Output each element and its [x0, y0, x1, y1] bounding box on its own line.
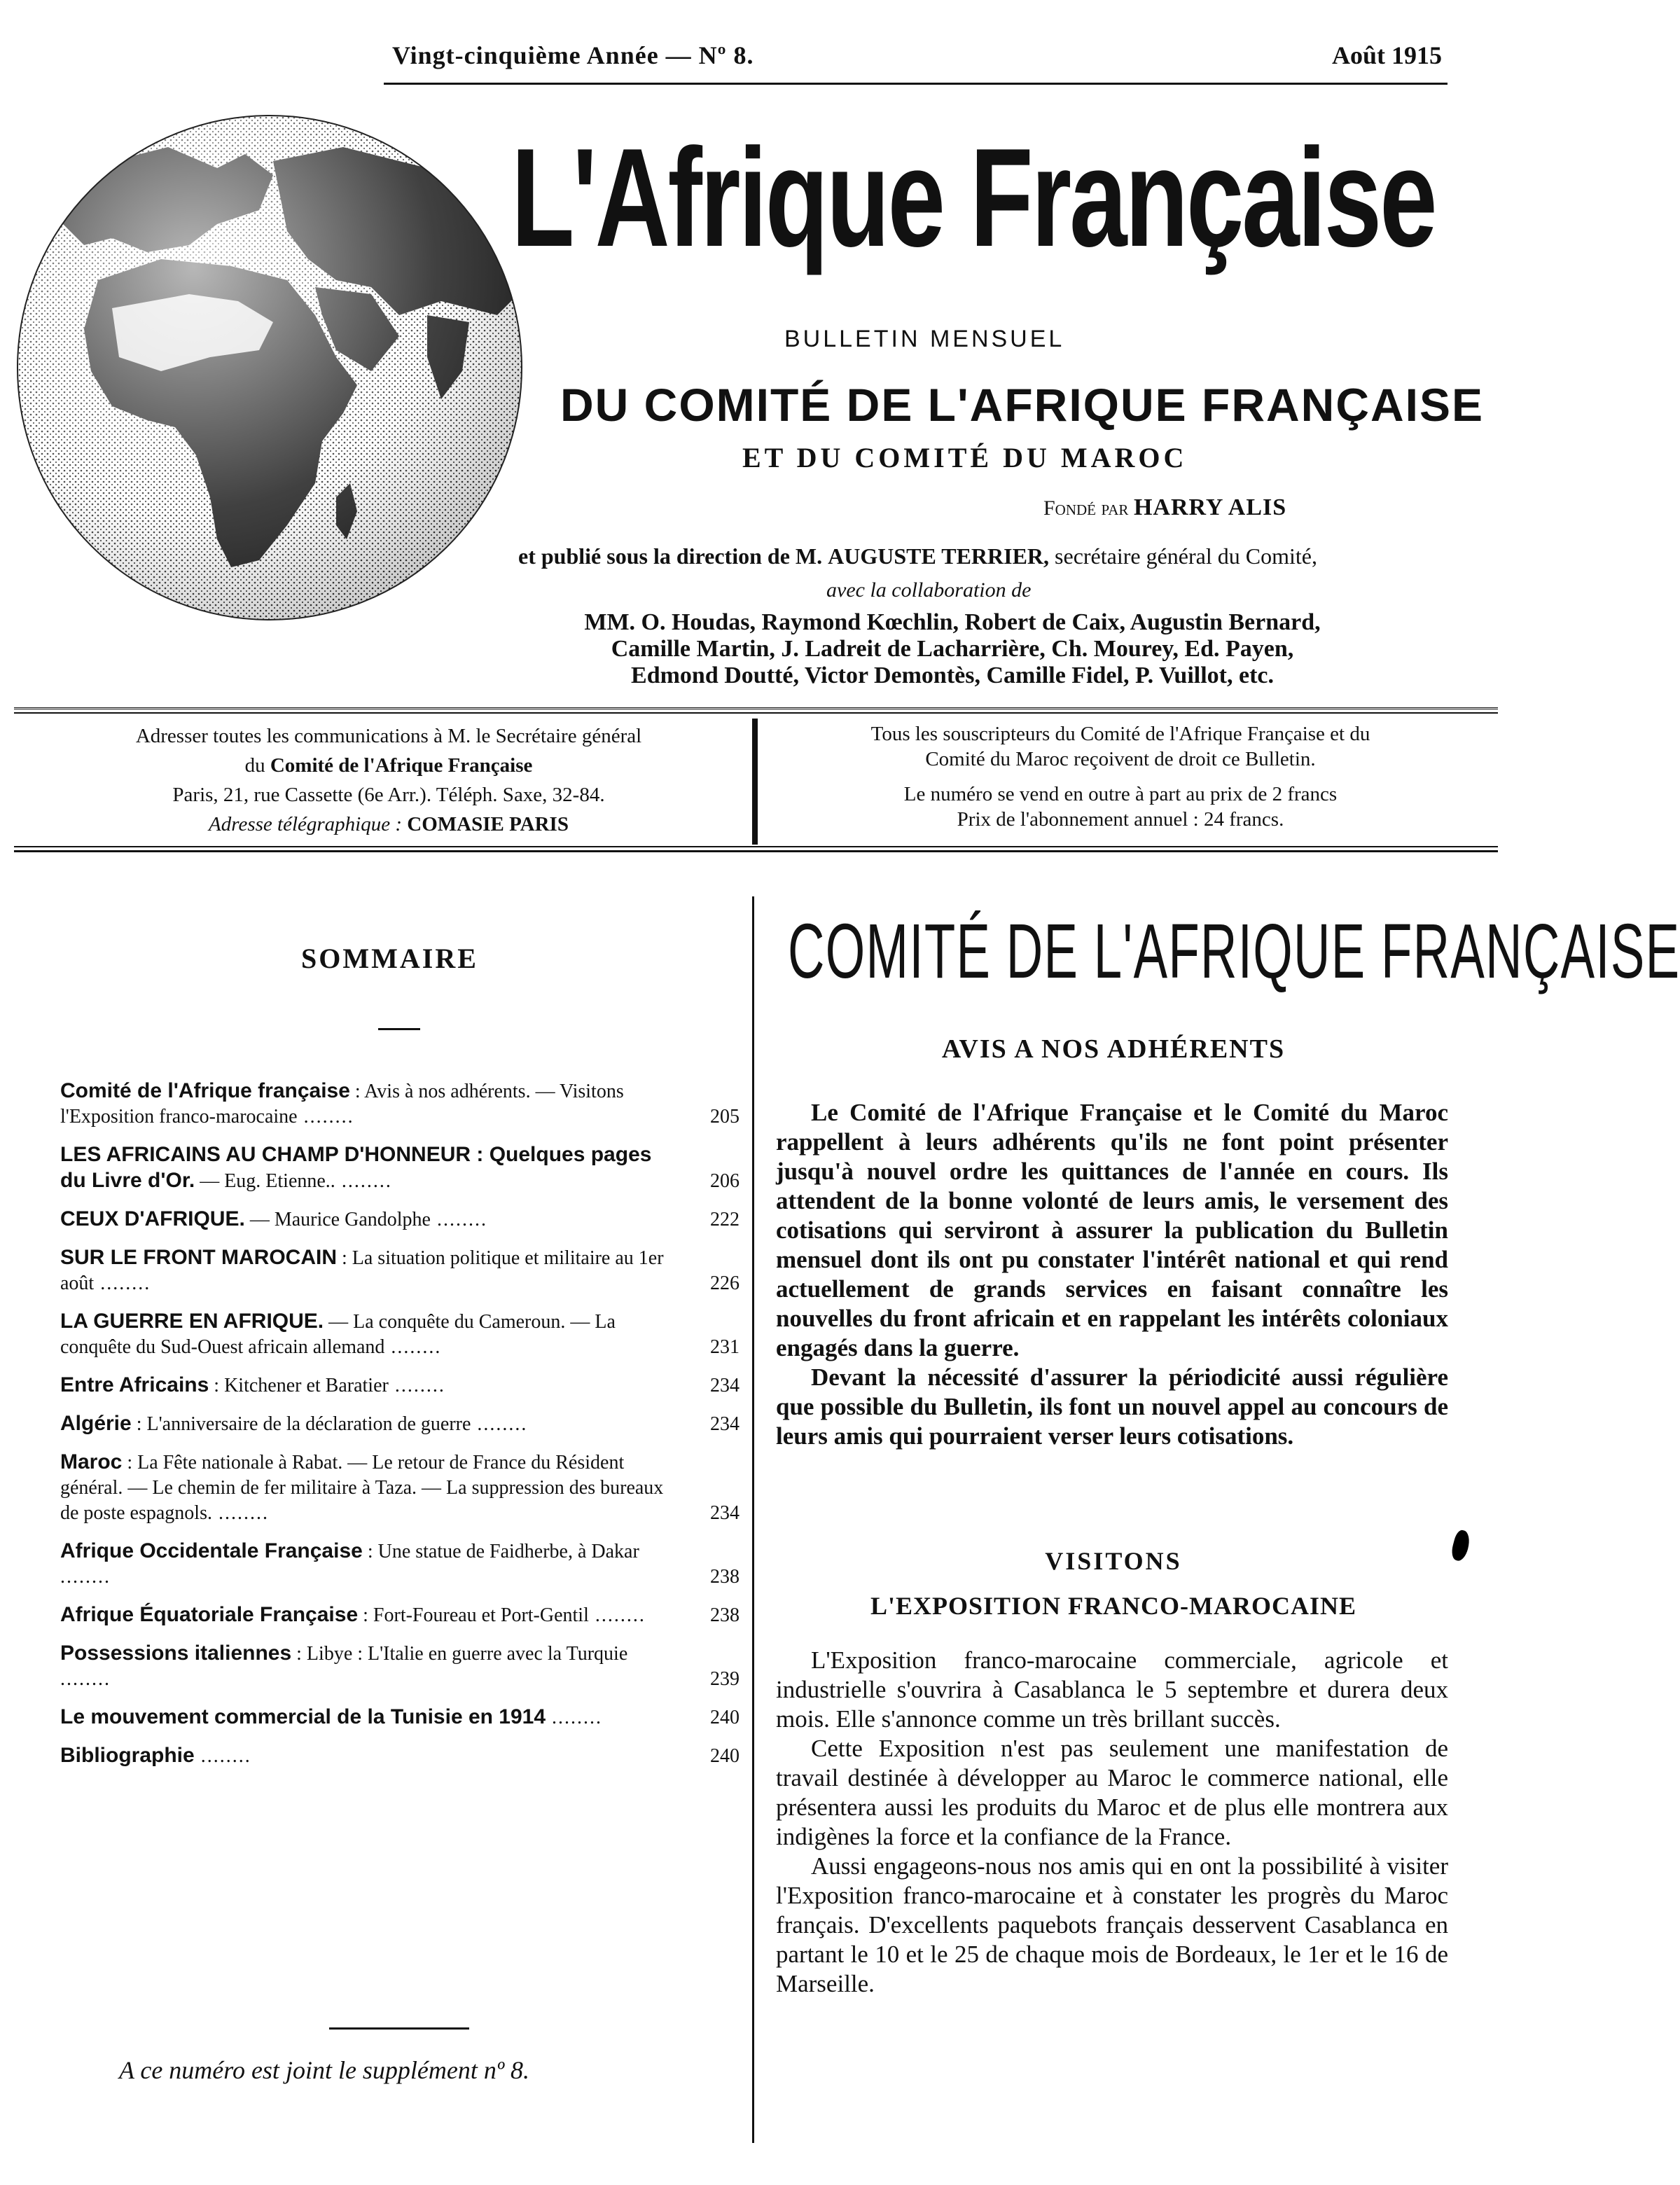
- toc-leader-dots: ........: [384, 1336, 442, 1358]
- director-prefix: et publié sous la direction de M.: [518, 543, 823, 569]
- collaborators-line-2: Camille Martin, J. Ladreit de Lacharrière, Ch. Mourey, Ed. Payen,: [611, 636, 1294, 662]
- toc-leader-dots: ........: [588, 1604, 646, 1626]
- toc-entry: [60, 1142, 740, 1194]
- toc-entry: [60, 1245, 740, 1296]
- avis-paragraph-1: Le Comité de l'Afrique Française et le Comité du Maroc rappellent à leurs adhérents qu'ils ne font point présenter jusqu'à nouvel ordre les quittances de l'année en cours. Ils attendent de la bonne volonté de leurs amis, le versement des cotisations qui serviront à assurer la publication du Bulletin mensuel dont ils ont pu constater l'intérêt national et qui rend actuellement de grands services en faisant connaître les nouvelles du front africain et en rappelant les intérêts coloniaux engagés dans la guerre.: [776, 1099, 1448, 1361]
- toc-leader-dots: ........: [335, 1170, 392, 1192]
- founder-line: [1043, 494, 1286, 521]
- toc-entry: [60, 1411, 740, 1437]
- toc-leader-dots: ........: [430, 1209, 487, 1230]
- founder-prefix: Fondé par: [1043, 497, 1129, 520]
- contact-address: Paris, 21, rue Cassette (6e Arr.). Téléph. Saxe, 32-84.: [172, 784, 605, 806]
- director-title: secrétaire général du Comité,: [1055, 543, 1317, 569]
- visitons-title: VISITONS: [1045, 1547, 1182, 1575]
- toc-leader-dots: ........: [211, 1502, 269, 1524]
- toc-entry-description: : L'anniversaire de la déclaration de guerre: [131, 1413, 471, 1435]
- comite-subtitle: DU COMITÉ DE L'AFRIQUE FRANÇAISE: [560, 379, 1485, 431]
- exposition-title: L'EXPOSITION FRANCO-MAROCAINE: [870, 1592, 1357, 1620]
- toc-entry-text: [60, 1539, 740, 1590]
- top-rule: [384, 83, 1448, 85]
- toc-entry-heading: Possessions italiennes: [60, 1642, 292, 1665]
- toc-leader-dots: ........: [60, 1566, 111, 1588]
- toc-entry-description: : La situation politique et militaire au 1er août: [60, 1247, 664, 1294]
- toc-entry: [60, 1705, 740, 1730]
- toc-entry-text: [60, 1373, 740, 1399]
- toc-entry: [60, 1309, 740, 1360]
- toc-entry-text: [60, 1309, 740, 1360]
- director-line: [518, 543, 1457, 569]
- toc-entry-text: [60, 1207, 740, 1233]
- comite-section-title: COMITÉ DE L'AFRIQUE FRANÇAISE: [788, 908, 1680, 994]
- issue-date: Août 1915: [1331, 41, 1442, 69]
- subscription-line-2: Comité du Maroc reçoivent de droit ce Bulletin.: [925, 748, 1316, 770]
- toc-page-number: 234: [710, 1413, 740, 1435]
- toc-page-number: 238: [710, 1604, 740, 1626]
- toc-entry-description: : Kitchener et Baratier: [209, 1375, 389, 1396]
- toc-entry: [60, 1602, 740, 1628]
- info-top-rule: [14, 707, 1498, 714]
- masthead-title: L'Afrique Française: [511, 120, 1436, 276]
- toc-entry-description: : Libye : L'Italie en guerre avec la Turquie: [291, 1643, 628, 1665]
- toc-entry-heading: Entre Africains: [60, 1373, 209, 1396]
- toc-entry: [60, 1078, 740, 1130]
- toc-page-number: 206: [710, 1170, 740, 1192]
- sommaire-end-separator: [329, 2027, 469, 2030]
- toc-leader-dots: ........: [297, 1106, 354, 1128]
- sommaire-title: SOMMAIRE: [301, 943, 478, 974]
- telegraph-label: Adresse télégraphique :: [209, 813, 403, 835]
- toc-page-number: 239: [710, 1668, 740, 1690]
- toc-entry-text: [60, 1450, 740, 1526]
- toc-page-number: 240: [710, 1745, 740, 1767]
- toc-entry-heading: SUR LE FRONT MAROCAIN: [60, 1246, 337, 1269]
- maroc-subtitle: ET DU COMITÉ DU MAROC: [742, 442, 1188, 473]
- toc-entry-text: [60, 1078, 740, 1130]
- bulletin-subtitle: BULLETIN MENSUEL: [784, 326, 1065, 352]
- toc-entry: [60, 1207, 740, 1233]
- toc-page-number: 226: [710, 1272, 740, 1294]
- subscription-line-1: Tous les souscripteurs du Comité de l'Afrique Française et du: [870, 723, 1370, 745]
- collaboration-label: avec la collaboration de: [826, 578, 1032, 602]
- toc-entry-heading: Algérie: [60, 1412, 132, 1435]
- exposition-paragraph-3: Aussi engageons-nous nos amis qui en ont la possibilité à visiter l'Exposition franco-marocaine et à constater les progrès du Maroc français. D'excellents paquebots français desservent Casablanca en partant le 10 et le 25 de chaque mois de Bordeaux, le 1er et le 16 de Marseille.: [776, 1852, 1448, 1997]
- toc-page-number: 231: [710, 1336, 740, 1358]
- toc-leader-dots: ........: [388, 1375, 445, 1396]
- supplement-note: A ce numéro est joint le supplément nº 8.: [119, 2056, 530, 2084]
- toc-page-number: 234: [710, 1502, 740, 1524]
- info-bottom-rule: [14, 846, 1498, 852]
- founder-name: HARRY ALIS: [1133, 494, 1287, 520]
- toc-entry: [60, 1743, 740, 1769]
- toc-entry-description: : La Fête nationale à Rabat. — Le retour de France du Résident général. — Le chemin de fer militaire à Taza. — La suppression des bureaux de poste espagnols.: [60, 1452, 664, 1524]
- toc-entry-heading: LA GUERRE EN AFRIQUE.: [60, 1310, 324, 1333]
- toc-entry-text: [60, 1743, 740, 1769]
- toc-leader-dots: ........: [471, 1413, 528, 1435]
- collaborators-line-3: Edmond Doutté, Victor Demontès, Camille Fidel, P. Vuillot, etc.: [631, 663, 1274, 688]
- toc-entry-heading: Comité de l'Afrique française: [60, 1079, 350, 1102]
- toc-entry-description: : Fort-Foureau et Port-Gentil: [358, 1604, 589, 1626]
- toc-entry-description: : Avis à nos adhérents. — Visitons l'Exposition franco-marocaine: [60, 1081, 624, 1128]
- toc-entry-description: : Une statue de Faidherbe, à Dakar: [362, 1541, 639, 1562]
- sommaire-separator: [378, 1028, 420, 1030]
- column-divider: [752, 896, 754, 2143]
- toc-leader-dots: ........: [194, 1745, 251, 1767]
- info-divider: [752, 719, 758, 845]
- toc-entry-text: [60, 1705, 740, 1730]
- toc-leader-dots: ........: [546, 1707, 603, 1728]
- toc-entry: [60, 1450, 740, 1526]
- toc-entry-heading: LES AFRICAINS AU CHAMP D'HONNEUR : Quelques pages du Livre d'Or.: [60, 1143, 652, 1192]
- toc-leader-dots: ........: [60, 1668, 111, 1690]
- director-name: AUGUSTE TERRIER,: [828, 543, 1050, 569]
- toc-entry-heading: Le mouvement commercial de la Tunisie en 1914: [60, 1705, 546, 1728]
- subscription-box: [784, 721, 1457, 832]
- toc-entry-description: — Maurice Gandolphe: [244, 1209, 431, 1230]
- toc-entry-text: [60, 1602, 740, 1628]
- exposition-body: [776, 1646, 1448, 1999]
- price-line-1: Le numéro se vend en outre à part au prix de 2 francs: [903, 783, 1338, 805]
- toc-entry-text: [60, 1245, 740, 1296]
- price-line-2: Prix de l'abonnement annuel : 24 francs.: [957, 808, 1284, 831]
- exposition-paragraph-2: Cette Exposition n'est pas seulement une manifestation de travail destinée à développer au Maroc le commerce national, elle présentera aussi les produits du Maroc et de plus elle montrera aux indigènes la force et la confiance de la France.: [776, 1735, 1448, 1850]
- avis-body: [776, 1098, 1448, 1451]
- issue-number: Vingt-cinquième Année — Nº 8.: [392, 41, 754, 69]
- toc-entry-heading: Maroc: [60, 1450, 123, 1473]
- toc-entry-heading: Bibliographie: [60, 1744, 195, 1767]
- toc-entry: [60, 1641, 740, 1692]
- contact-line-2-bold: Comité de l'Afrique Française: [270, 754, 533, 777]
- toc-entry: [60, 1539, 740, 1590]
- toc-entry-heading: Afrique Équatoriale Française: [60, 1603, 359, 1626]
- toc-entry: [60, 1373, 740, 1399]
- toc-page-number: 234: [710, 1375, 740, 1396]
- table-of-contents: [60, 1078, 740, 1782]
- avis-paragraph-2: Devant la nécessité d'assurer la périodicité aussi régulière que possible du Bulletin, ils font un nouvel appel au concours de leurs amis qui pourraient verser leurs cotisations.: [776, 1364, 1448, 1450]
- toc-leader-dots: ........: [94, 1272, 151, 1294]
- telegraph-address: COMASIE PARIS: [407, 813, 569, 835]
- contact-telegraph: [42, 810, 735, 839]
- contact-box: [42, 721, 735, 839]
- toc-entry-text: [60, 1641, 740, 1692]
- toc-page-number: 222: [710, 1209, 740, 1230]
- contact-line-2: [42, 751, 735, 780]
- toc-entry-text: [60, 1411, 740, 1437]
- contact-line-1: Adresser toutes les communications à M. le Secrétaire général: [135, 725, 642, 747]
- avis-title: AVIS A NOS ADHÉRENTS: [941, 1034, 1286, 1064]
- collaborators-line-1: MM. O. Houdas, Raymond Kœchlin, Robert de Caix, Augustin Bernard,: [584, 609, 1321, 635]
- toc-page-number: 240: [710, 1707, 740, 1728]
- globe-illustration: [7, 105, 532, 630]
- toc-entry-heading: CEUX D'AFRIQUE.: [60, 1207, 245, 1230]
- toc-entry-description: — La conquête du Cameroun. — La conquête du Sud-Ouest africain allemand: [60, 1311, 616, 1358]
- collaborators-list: [455, 609, 1450, 689]
- contact-line-2-prefix: du: [244, 754, 265, 777]
- toc-page-number: 238: [710, 1566, 740, 1588]
- toc-entry-text: [60, 1142, 740, 1194]
- toc-entry-description: — Eug. Etienne..: [195, 1170, 335, 1192]
- toc-entry-heading: Afrique Occidentale Française: [60, 1539, 363, 1562]
- exposition-paragraph-1: L'Exposition franco-marocaine commerciale, agricole et industrielle s'ouvrira à Casablanca le 5 septembre et durera deux mois. Elle s'annonce comme un très brillant succès.: [776, 1646, 1448, 1733]
- toc-page-number: 205: [710, 1106, 740, 1128]
